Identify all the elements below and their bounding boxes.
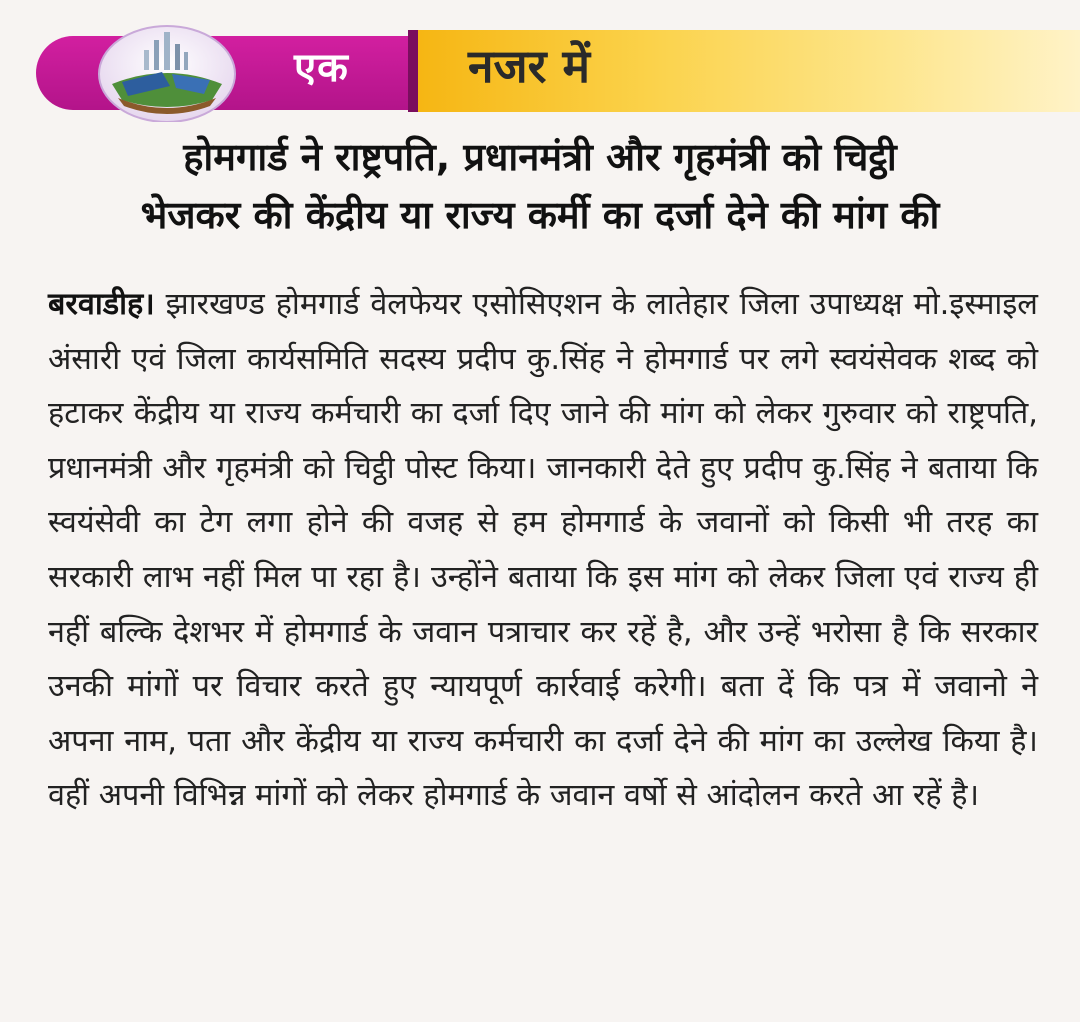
header-left-label: एक [294,45,349,91]
header-yellow-band [418,30,1080,112]
header-right-label: नजर में [468,39,590,93]
header-divider [408,30,418,112]
section-header [36,30,1080,112]
globe-emblem-icon [92,22,242,122]
article-headline [40,128,1040,244]
article-paragraph [48,278,1038,824]
article-text: झारखण्ड होमगार्ड वेलफेयर एसोसिएशन के लातेहार जिला उपाध्यक्ष मो.इस्माइल अंसारी एवं जिला कार्यसमिति सदस्य प्रदीप कु.सिंह ने होमगार्ड पर लगे स्वयंसेवक शब्द को हटाकर केंद्रीय या राज्य कर्मचारी का दर्जा दिए जाने की मांग को लेकर गुरुवार को राष्ट्रपति, प्रधानमंत्री और गृहमंत्री को चिट्ठी पोस्ट किया। जानकारी देते हुए प्रदीप कु.सिंह ने बताया कि स्वयंसेवी का टेग लगा होने की वजह से हम होमगार्ड के जवानों को किसी भी तरह का सरकारी लाभ नहीं मिल पा रहा है। उन्होंने बताया कि इस मांग को लेकर जिला एवं राज्य ही नहीं बल्कि देशभर में होमगार्ड के जवान पत्राचार कर रहें है, और उन्हें भरोसा है कि सरकार उनकी मांगों पर विचार करते हुए न्यायपूर्ण कार्रवाई करेगी। बता दें कि पत्र में जवानो ने अपना नाम, पता और केंद्रीय या राज्य कर्मचारी का दर्जा देने की मांग का उल्लेख किया है। वहीं अपनी विभिन्न मांगों को लेकर होमगार्ड के जवान वर्षो से आंदोलन करते आ रहें है। [48,287,1038,814]
article-body [48,278,1038,824]
headline-line-1: होमगार्ड ने राष्ट्रपति, प्रधानमंत्री और गृहमंत्री को चिट्ठी [183,135,897,179]
next-article-headline-cutoff [48,992,1038,1022]
article-dateline: बरवाडीह। [48,287,155,322]
headline-line-2: भेजकर की केंद्रीय या राज्य कर्मी का दर्जा देने की मांग की [140,193,940,237]
